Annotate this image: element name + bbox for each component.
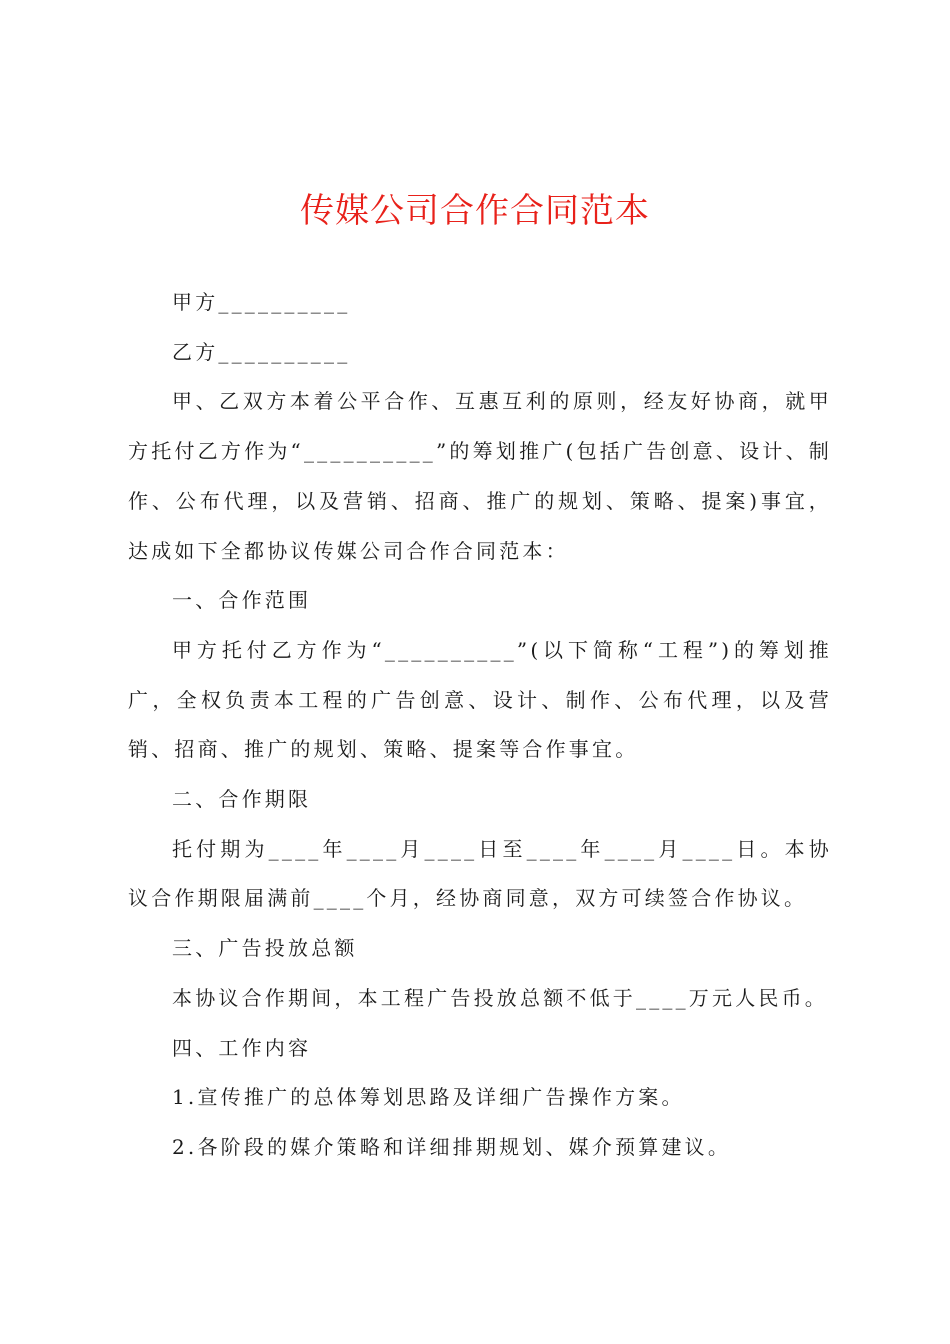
section-heading-budget: 三、广告投放总额 [172, 936, 358, 961]
section-heading-term: 二、合作期限 [172, 787, 312, 812]
section-heading-scope: 一、合作范围 [172, 588, 312, 613]
intro-paragraph: 甲、乙双方本着公平合作、互惠互利的原则，经友好协商，就甲方托付乙方作为“__________”的筹划推广(包括广告创意、设计、制作、公布代理，以及营销、招商、推广的规划、策略、提案)事宜，达成如下全都协议传媒公司合作合同范本： [128, 389, 832, 563]
scope-paragraph: 甲方托付乙方作为“__________”(以下简称“工程”)的筹划推广，全权负责本工程的广告创意、设计、制作、公布代理，以及营销、招商、推广的规划、策略、提案等合作事宜。 [128, 637, 832, 762]
section-heading-work: 四、工作内容 [172, 1035, 312, 1060]
document-body [128, 278, 832, 1173]
party-a-line: 甲方__________ [172, 290, 351, 314]
work-item-2: 2.各阶段的媒介策略和详细排期规划、媒介预算建议。 [172, 1134, 732, 1159]
party-b-line: 乙方__________ [172, 339, 351, 364]
document-title: 传媒公司合作合同范本 [300, 191, 650, 231]
term-paragraph: 托付期为____年____月____日至____年____月____日。本协议合作期限届满前____个月，经协商同意，双方可续签合作协议。 [128, 836, 832, 911]
budget-paragraph: 本协议合作期间，本工程广告投放总额不低于____万元人民币。 [172, 985, 828, 1010]
work-item-1: 1.宣传推广的总体筹划思路及详细广告操作方案。 [172, 1085, 685, 1110]
